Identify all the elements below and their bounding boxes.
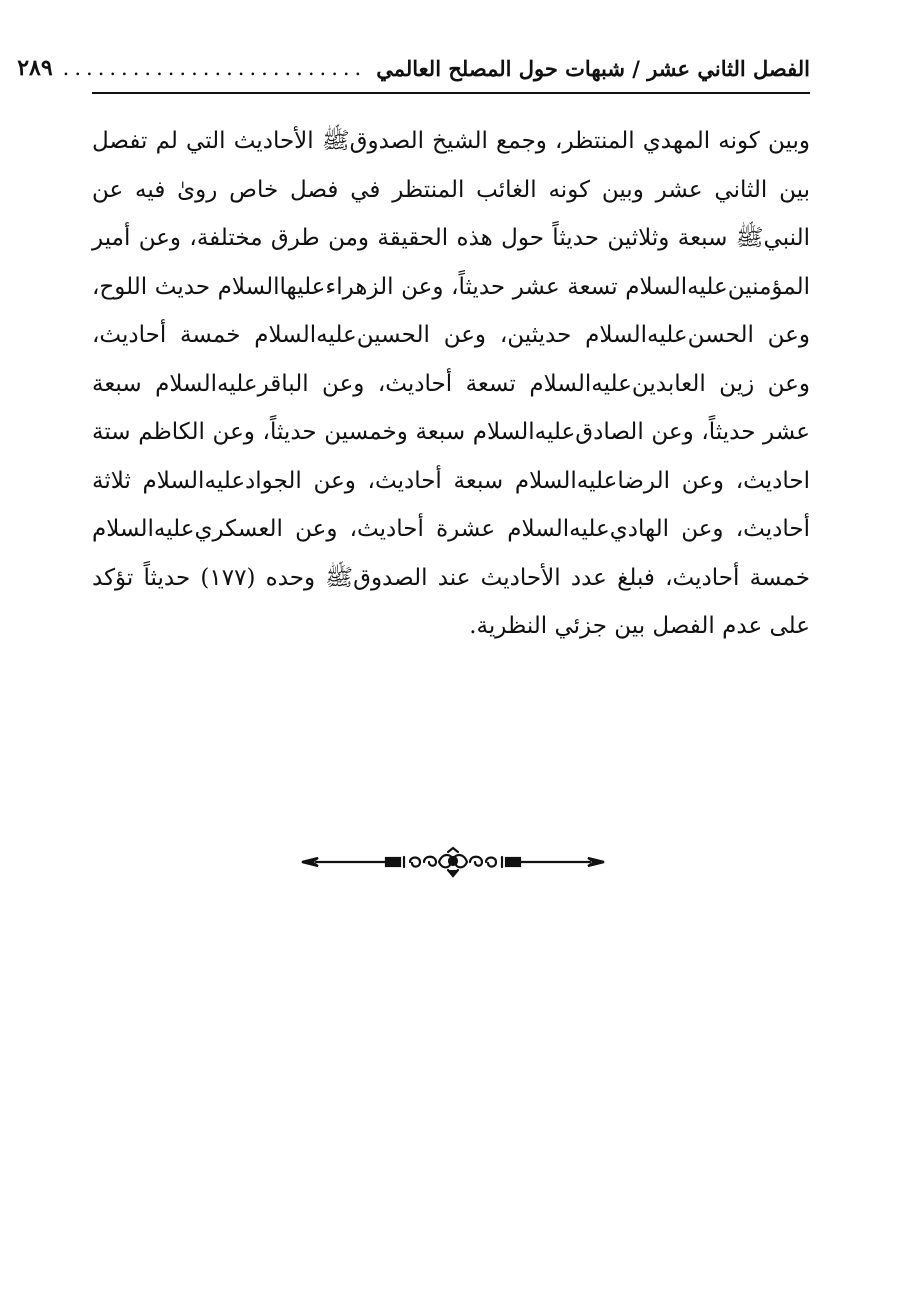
- header-rule: [92, 92, 810, 94]
- running-header: [17, 48, 810, 88]
- body-paragraph: وبين كونه المهدي المنتظر، وجمع الشيخ الصدوقﷺ الأحاديث التي لم تفصل بين الثاني عشر وبين كونه الغائب المنتظر في فصل خاص روىٰ فيه عن النبيﷺ سبعة وثلاثين حديثاً حول هذه الحقيقة ومن طرق مختلفة، وعن أمير المؤمنين‌عليه‌السلام تسعة عشر حديثاً، وعن الزهراء‌عليها‌السلام حديث اللوح، وعن الحسن‌عليه‌السلام حديثين، وعن الحسين‌عليه‌السلام خمسة أحاديث، وعن زين العابدين‌عليه‌السلام تسعة أحاديث، وعن الباقر‌عليه‌السلام سبعة عشر حديثاً، وعن الصادق‌عليه‌السلام سبعة وخمسين حديثاً، وعن الكاظم ستة احاديث، وعن الرضا‌عليه‌السلام سبعة أحاديث، وعن الجواد‌عليه‌السلام ثلاثة أحاديث، وعن الهادي‌عليه‌السلام عشرة أحاديث، وعن العسكري‌عليه‌السلام خمسة أحاديث، فبلغ عدد الأحاديث عند الصدوقﷺ وحده (١٧٧) حديثاً تؤكد على عدم الفصل بين جزئي النظرية.: [92, 128, 810, 639]
- page-number: ٢٨٩: [17, 55, 53, 81]
- decorative-divider-icon: [298, 846, 608, 878]
- dot-leader: ..........................: [62, 56, 367, 80]
- chapter-title: الفصل الثاني عشر / شبهات حول المصلح العالمي: [376, 55, 810, 81]
